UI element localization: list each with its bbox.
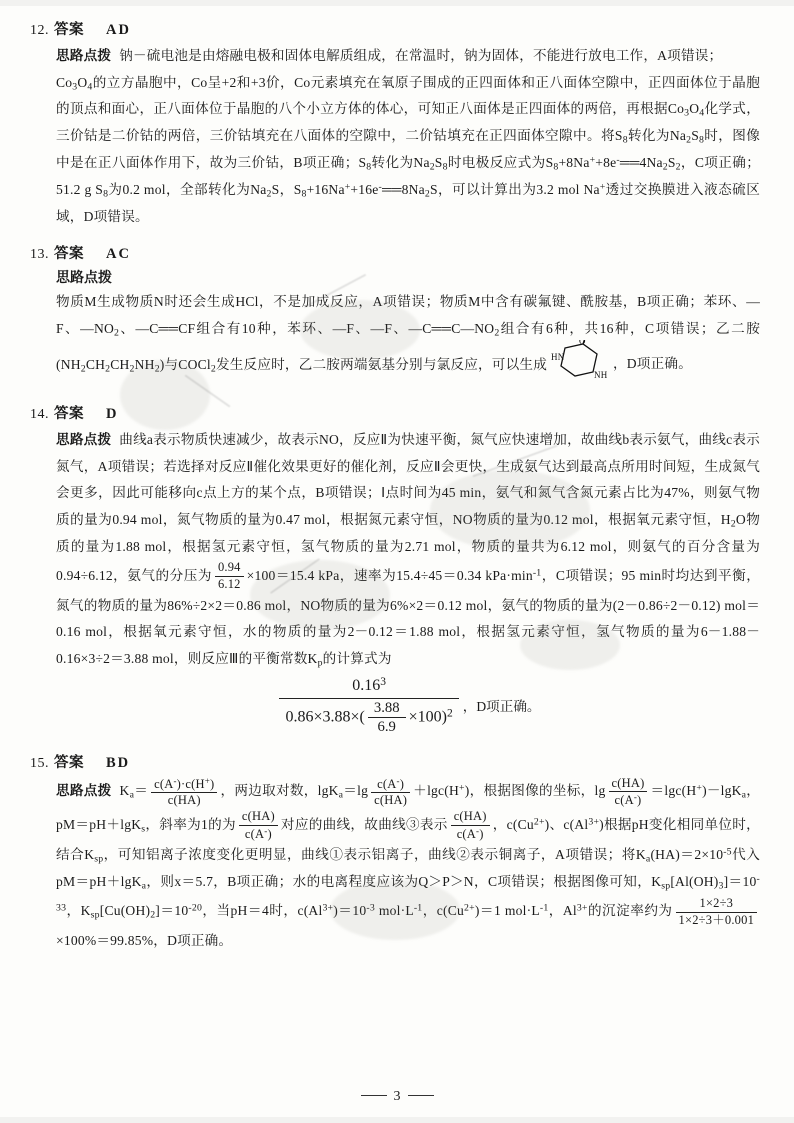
- a-over-ha-den-1: c(HA): [374, 793, 408, 808]
- page-footer: [0, 1089, 794, 1105]
- tip-body-15: [56, 776, 760, 955]
- answer-label-12: 答案: [54, 22, 84, 38]
- svg-text:HN: HN: [551, 352, 565, 363]
- pressure-fraction-den: 6.12: [217, 576, 241, 591]
- answer-line-13: [30, 242, 760, 263]
- tip-text-14a: 曲线a表示物质快速减少，故表示NO，反应Ⅱ为快速平衡，氮气应快速增加，故曲线b表示氨气，曲线c表示氮气，A项错误；若选择对反应Ⅱ催化效果更好的催化剂，反应Ⅱ会更快，生成氨气达到最高点所用时间短，生成氮气会更多，因此可能移向c点上方的某个点，B项错误；Ⅰ点时间为45 min，氨气和氮气含氮元素占比为47%，则氨气物质的量为0.94 mol，氮气物质的量为0.47 mol，根据氮元素守恒，NO物质的量为0.12 mol，根据氧元素守恒，$H_2O$物质的量为1.88 mol，根据氢元素守恒，氢气物质的量为2.71 mol，物质的量共为6.12 mol，则氨气的百分含量为0.94÷6.12，氨气的分压为: [56, 432, 760, 583]
- tip-text-12b: $Co_3O_4$的立方晶胞中，Co呈+2和+3价，Co元素填充在氧原子围成的正四面体和正八面体空隙中，正四面体位于晶胞的顶点和面心，正八面体位于晶胞的八个小立方体的体心，可知正八面体是正四面体的两倍，再根据$Co_3O_4$化学式，三价钴是二价钴的两倍，三价钴填充在八面体的空隙中，二价钴填充在正四面体空隙中。将$S_8$转化为$Na_2S_8$时，图像中是在正八面体作用下，故为三价钴，B项正确；$S_8$转化为$Na_2S_8$时电极反应式为$S_8+8Na^++8e^-══4Na_2S_2$，C项正确；51.2 g $S_8$为0.2 mol，全部转化为$Na_2S$，$S_8+16Na^++16e^-══8Na_2S$，可以计算出为3.2 mol Na+透过交换膜进入液态硫区域，D项错误。: [56, 74, 761, 224]
- ka-fraction: [151, 776, 217, 809]
- tip-14: [56, 427, 760, 736]
- kp-den: 0.86×3.88×( $\frac{3.88}{6.9}$ ×100)$^2$: [285, 699, 453, 736]
- tip-12: [56, 43, 760, 230]
- precipitation-fraction: [676, 896, 758, 928]
- kp-expression-row: [56, 674, 760, 736]
- question-block-15: [30, 751, 760, 955]
- svg-text:NH: NH: [594, 370, 608, 381]
- tip-text-14c: ，D项正确。: [462, 699, 541, 715]
- tip-text-15b: ＋lgc(H+)，根据图像的坐标，lg: [413, 782, 606, 799]
- ha-over-a-den-3: c(A-): [456, 825, 484, 841]
- answer-line-14: [30, 402, 760, 423]
- precipitation-den: 1×2÷3＋0.001: [678, 912, 755, 927]
- tip-text-15a: ，两边取对数，lgK$_a$＝lg: [220, 783, 369, 802]
- tip-text-13a: 物质M生成物质N时还会生成HCl，不是加成反应，A项错误；物质M中含有碳氟键、酰胺基，B项正确；苯环、—F、$—NO_2$、—C══CF组合有10种，苯环、—F、—F、$—C══C—NO_2$组合有6种，共16种，C项错误；乙二胺$(NH_2CH_2CH_2NH_2)$与COCl$_2$发生反应时，乙二胺两端氨基分别与氯反应，可以生成: [56, 294, 760, 375]
- svg-text:O: O: [579, 340, 586, 347]
- tip-label-15: 思路点拨: [56, 783, 112, 799]
- tip-text-15d: 对应的曲线，故曲线③表示: [280, 816, 448, 832]
- kp-num: 0.16$^3$: [279, 674, 458, 698]
- tip-text-12a: 钠－硫电池是由熔融电极和固体电解质组成，在常温时，钠为固体，不能进行放电工作，A项错误；: [119, 48, 723, 63]
- tip-body-13: [56, 289, 760, 388]
- ha-over-a-den-2: c(A-): [244, 825, 272, 841]
- answer-value-15: BD: [106, 754, 131, 771]
- question-number-14: 14.: [30, 407, 49, 423]
- pressure-fraction-num: 0.94: [215, 560, 244, 577]
- tip-15: [56, 776, 760, 955]
- answer-line-15: [30, 751, 760, 772]
- tip-text-15c: ＝lgc(H+)－lgK$_a$，pM＝pH＋lgK$_s$，斜率为1的为: [56, 782, 761, 835]
- ha-over-a-num-1: c(HA): [609, 776, 648, 793]
- ha-over-a-num-3: c(HA): [451, 809, 490, 826]
- tip-text-13b: ，D项正确。: [613, 356, 692, 372]
- tip-13: [56, 267, 760, 388]
- ka-label: $K_a=$: [119, 783, 149, 802]
- a-over-ha-fraction-1: [371, 776, 410, 809]
- a-over-ha-num-1: c(A-): [371, 776, 410, 794]
- ka-den: c(HA): [167, 793, 201, 808]
- piperazinone-structure: [547, 340, 613, 386]
- answer-line-12: [30, 18, 760, 39]
- question-number-12: 12.: [30, 23, 49, 38]
- answer-label-14: 答案: [54, 406, 84, 423]
- answer-label-15: 答案: [54, 754, 84, 771]
- scan-edge-bottom: [0, 1117, 794, 1123]
- ha-over-a-fraction-2: [239, 809, 278, 842]
- ka-num: c(A-)·c(H+): [151, 776, 217, 794]
- pressure-fraction: [215, 560, 244, 592]
- footer-dash-right: [408, 1095, 434, 1096]
- question-number-15: 15.: [30, 755, 49, 771]
- tip-label-13: 思路点拨: [56, 271, 112, 287]
- tip-text-15e: ，$c(Cu^{2+})$、$c(Al^{3+})$根据pH变化相同单位时，结合$K_{sp}$，可知铝离子浓度变化更明显，曲线①表示铝离子，曲线②表示铜离子，A项错误；将$K_a(HA)=2\times 10^{-5}$代入pM＝pH＋lgK$_a$，则x＝5.7，B项正确；水的电离程度应该为Q＞P＞N，C项错误；根据图像可知，$K_{sp}[Al(OH)_3]=10^{-33}$，$K_{sp}[Cu(OH)_2]=10^{-20}$，当pH＝4时，$c(Al^{3+})=10^{-3}$ $mol\cdot L^{-1}$，$c(Cu^{2+})=1$ $mol\cdot L^{-1}$，$Al^{3+}$的沉淀率约为: [56, 816, 760, 921]
- ha-over-a-fraction-3: [451, 809, 490, 842]
- question-block-14: [30, 402, 760, 736]
- answer-value-14: D: [106, 406, 119, 423]
- tip-text-15f: ×100%＝99.85%，D项正确。: [56, 933, 233, 949]
- tip-text-14b: ×100＝15.4 kPa，速率为15.4÷45＝0.34 $kPa\cdot\min^{-1}$，C项错误；95 min时均达到平衡，氮气的物质的量为86%÷2×2＝0.86 mol，NO物质的量为6%×2＝0.12 mol，氨气的物质的量为(2－0.86÷2－0.12) mol＝0.16 mol，根据氧元素守恒，水的物质的量为2－0.12＝1.88 mol，根据氢元素守恒，氢气物质的量为6－1.88－0.16×3÷2＝3.88 mol，则反应Ⅲ的平衡常数$K_p$的计算式为: [56, 567, 760, 669]
- tip-body-12b: [56, 70, 760, 231]
- precipitation-num: 1×2÷3: [676, 896, 758, 913]
- question-block-12: [30, 18, 760, 230]
- tip-label-12: 思路点拨: [56, 48, 112, 63]
- tip-body-12: [56, 43, 760, 70]
- kp-expression: [279, 674, 458, 736]
- page-number: 3: [393, 1089, 401, 1104]
- footer-dash-left: [361, 1095, 387, 1096]
- question-number-13: 13.: [30, 247, 49, 263]
- ha-over-a-fraction-1: [609, 776, 648, 809]
- tip-label-14: 思路点拨: [56, 432, 112, 448]
- answer-value-12: AD: [106, 22, 131, 38]
- ha-over-a-den-1: c(A-): [614, 792, 642, 808]
- question-block-13: [30, 242, 760, 388]
- tip-body-14: [56, 427, 760, 672]
- answer-label-13: 答案: [54, 246, 84, 263]
- answer-value-13: AC: [106, 246, 131, 263]
- ha-over-a-num-2: c(HA): [239, 809, 278, 826]
